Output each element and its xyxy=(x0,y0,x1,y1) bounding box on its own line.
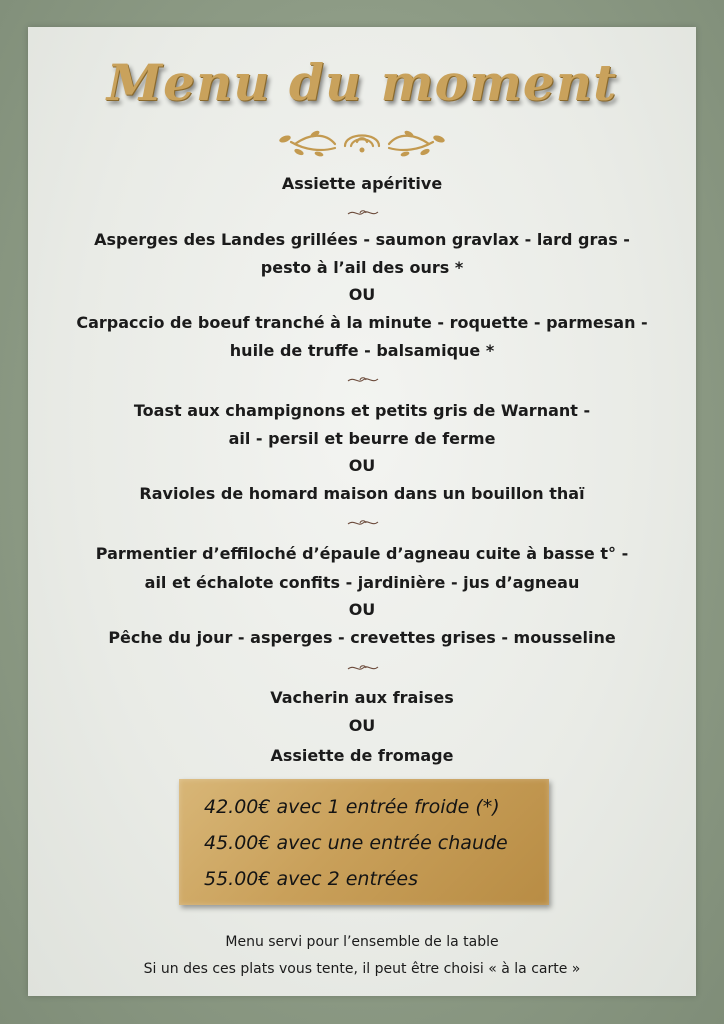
starter-b-line2: huile de truffe - balsamique * xyxy=(229,341,495,360)
menu-title: Menu du moment xyxy=(106,53,618,112)
main-a-line2: ail et échalote confits - jardinière - jus d’agneau xyxy=(144,573,580,592)
starter-a-line1: Asperges des Landes grillées - saumon gravlax - lard gras - xyxy=(94,230,630,249)
main-a-line1: Parmentier d’effiloché d’épaule d’agneau cuite à basse t° - xyxy=(95,544,629,563)
or-separator: OU xyxy=(348,456,376,475)
dessert-a: Vacherin aux fraises xyxy=(270,688,454,707)
small-flourish-icon xyxy=(346,208,380,218)
or-separator: OU xyxy=(348,600,376,619)
small-flourish-icon xyxy=(346,518,380,528)
starter-a-line2: pesto à l’ail des ours * xyxy=(260,258,464,277)
main-b-line1: Pêche du jour - asperges - crevettes grises - mousseline xyxy=(108,628,616,647)
starter-b-line1: Carpaccio de boeuf tranché à la minute - roquette - parmesan - xyxy=(76,313,648,332)
course-amuse: Assiette apéritive xyxy=(281,174,443,193)
footer-note-a-la-carte: Si un des ces plats vous tente, il peut être choisi « à la carte » xyxy=(143,961,581,977)
price-two-starters: 55.00€ avec 2 entrées xyxy=(204,868,418,890)
footer-note-table: Menu servi pour l’ensemble de la table xyxy=(225,934,499,950)
hot-a-line1: Toast aux champignons et petits gris de Warnant - xyxy=(133,401,591,420)
small-flourish-icon xyxy=(346,375,380,385)
price-one-hot-starter: 45.00€ avec une entrée chaude xyxy=(204,832,508,854)
hot-b-line1: Ravioles de homard maison dans un bouillon thaï xyxy=(139,484,585,503)
price-one-cold-starter: 42.00€ avec 1 entrée froide (*) xyxy=(204,796,500,818)
gold-flourish-icon xyxy=(275,122,449,160)
or-separator: OU xyxy=(348,285,376,304)
dessert-b: Assiette de fromage xyxy=(270,746,454,765)
small-flourish-icon xyxy=(346,663,380,673)
or-separator: OU xyxy=(348,716,376,735)
hot-a-line2: ail - persil et beurre de ferme xyxy=(228,429,496,448)
